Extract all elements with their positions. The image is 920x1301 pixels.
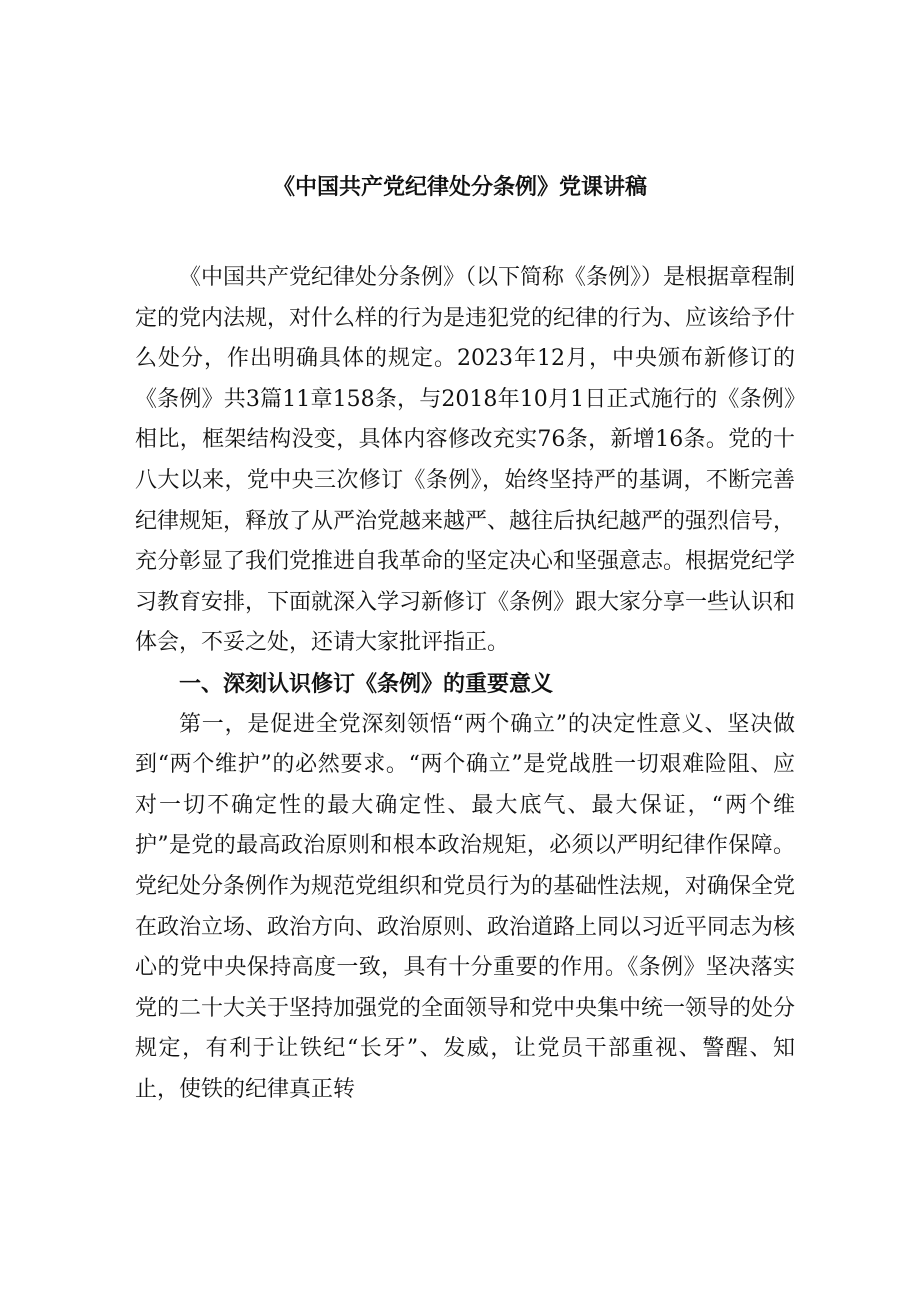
document-body <box>135 258 795 1110</box>
section-paragraph: 第一，是促进全党深刻领悟“两个确立”的决定性意义、坚决做到“两个维护”的必然要求。“两个确立”是党战胜一切艰难险阻、应对一切不确定性的最大确定性、最大底气、最大保证，“两个维护”是党的最高政治原则和根本政治规矩，必须以严明纪律作保障。党纪处分条例作为规范党组织和党员行为的基础性法规，对确保全党在政治立场、政治方向、政治原则、政治道路上同以习近平同志为核心的党中央保持高度一致，具有十分重要的作用。《条例》坚决落实党的二十大关于坚持加强党的全面领导和党中央集中统一领导的处分规定，有利于让铁纪“长牙”、发威，让党员干部重视、警醒、知止，使铁的纪律真正转 <box>135 711 796 1102</box>
intro-paragraph: 《中国共产党纪律处分条例》（以下简称《条例》）是根据章程制定的党内法规，对什么样的行为是违犯党的纪律的行为、应该给予什么处分，作出明确具体的规定。2023年12月，中央颁布新修订的《条例》共3篇11章158条，与2018年10月1日正式施行的《条例》相比，框架结构没变，具体内容修改充实76条，新增16条。党的十八大以来，党中央三次修订《条例》，始终坚持严的基调，不断完善纪律规矩，释放了从严治党越来越严、越往后执纪越严的强烈信号，充分彰显了我们党推进自我革命的坚定决心和坚强意志。根据党纪学习教育安排，下面就深入学习新修订《条例》跟大家分享一些认识和体会，不妥之处，还请大家批评指正。 <box>135 265 796 656</box>
document-title: 《中国共产党纪律处分条例》党课讲稿 <box>272 174 647 200</box>
section-heading: 一、深刻认识修订《条例》的重要意义 <box>179 670 554 697</box>
